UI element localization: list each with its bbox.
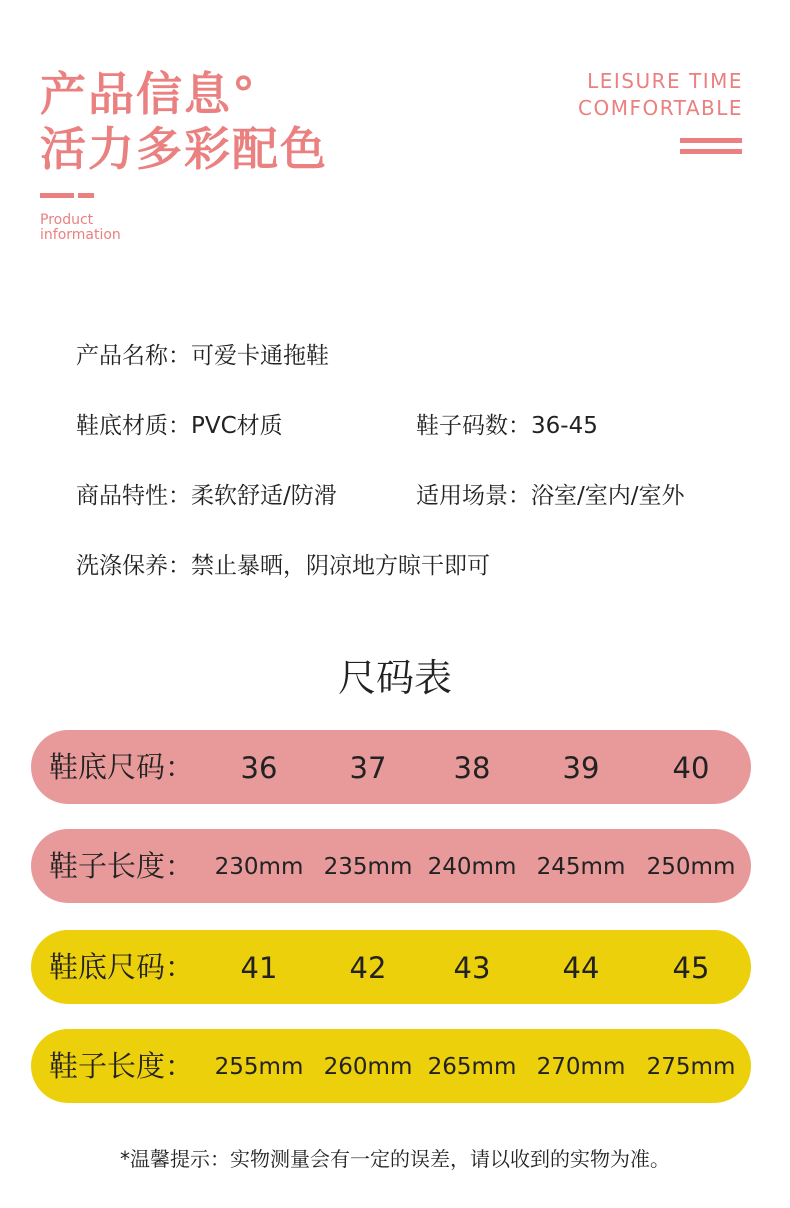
- size-cell: 270mm: [536, 1054, 626, 1080]
- info-scenarios: [416, 481, 685, 511]
- subtitle-line-2: information: [40, 227, 121, 243]
- title-underline-decoration: [40, 193, 94, 198]
- info-label: 鞋底材质：: [76, 413, 191, 439]
- info-value: 浴室/室内/室外: [531, 483, 685, 509]
- size-cell: 38: [453, 751, 491, 785]
- subtitle-line-1: Product: [40, 212, 94, 228]
- size-row: [31, 1029, 751, 1103]
- size-cell: 37: [349, 751, 387, 785]
- size-cell: 265mm: [427, 1054, 517, 1080]
- page-title-line-2: 活力多彩配色: [40, 122, 328, 176]
- size-table-title: 尺码表: [337, 656, 452, 700]
- info-value: 禁止暴晒，阴凉地方晾干即可: [191, 553, 490, 579]
- size-cell: 255mm: [214, 1054, 304, 1080]
- size-row-label: 鞋子长度：: [49, 849, 195, 883]
- info-features: [76, 481, 337, 511]
- size-cell: 235mm: [323, 854, 413, 880]
- info-label: 适用场景：: [416, 483, 531, 509]
- size-cell: 260mm: [323, 1054, 413, 1080]
- info-value: PVC材质: [191, 413, 283, 439]
- info-shoe-size-range: [416, 411, 598, 441]
- tagline-line-2: COMFORTABLE: [578, 96, 743, 120]
- size-cell: 240mm: [427, 854, 517, 880]
- size-cell: 42: [349, 951, 387, 985]
- info-value: 柔软舒适/防滑: [191, 483, 337, 509]
- size-cell: 39: [562, 751, 600, 785]
- size-cell: 250mm: [646, 854, 736, 880]
- size-row-label: 鞋子长度：: [49, 1049, 195, 1083]
- info-product-name: [76, 341, 329, 371]
- size-cell: 43: [453, 951, 491, 985]
- size-cell: 230mm: [214, 854, 304, 880]
- size-cell: 44: [562, 951, 600, 985]
- size-row-label: 鞋底尺码：: [49, 950, 195, 984]
- info-value: 可爱卡通拖鞋: [191, 343, 329, 369]
- size-row: [31, 730, 751, 804]
- size-row-label: 鞋底尺码：: [49, 750, 195, 784]
- size-cell: 40: [672, 751, 710, 785]
- size-cell: 275mm: [646, 1054, 736, 1080]
- info-label: 鞋子码数：: [416, 413, 531, 439]
- size-cell: 41: [240, 951, 278, 985]
- info-value: 36-45: [531, 413, 598, 439]
- page-title-line-1: 产品信息°: [40, 67, 257, 121]
- info-label: 产品名称：: [76, 343, 191, 369]
- info-care: [76, 551, 490, 581]
- tagline-bars-decoration: [680, 138, 742, 160]
- info-label: 洗涤保养：: [76, 553, 191, 579]
- size-row: [31, 930, 751, 1004]
- info-sole-material: [76, 411, 283, 441]
- size-cell: 36: [240, 751, 278, 785]
- size-row: [31, 829, 751, 903]
- info-label: 商品特性：: [76, 483, 191, 509]
- product-information-en-label: [40, 213, 121, 243]
- size-cell: 245mm: [536, 854, 626, 880]
- tagline-line-1: LEISURE TIME: [587, 69, 743, 93]
- size-cell: 45: [672, 951, 710, 985]
- disclaimer-note: *温馨提示：实物测量会有一定的误差，请以收到的实物为准。: [120, 1147, 670, 1171]
